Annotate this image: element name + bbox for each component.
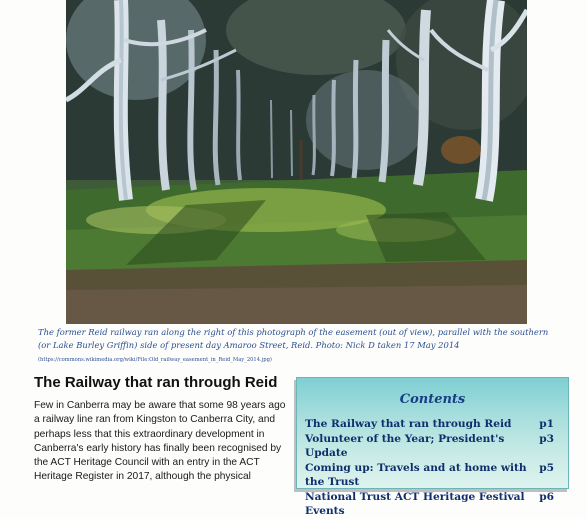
contents-item-label: Coming up: Travels and at home with the Trust — [305, 461, 527, 488]
contents-item-label: National Trust ACT Heritage Festival Events — [305, 490, 525, 517]
contents-item[interactable] — [305, 461, 554, 490]
contents-item-page: p1 — [539, 418, 554, 430]
contents-item[interactable] — [305, 417, 554, 432]
photo-railway-easement-icon — [66, 0, 527, 324]
article-body — [34, 399, 286, 485]
caption-source-link[interactable]: (https://commons.wikimedia.org/wiki/File:Old_railway_easement_in_Reid_May_2014.jpg) — [38, 357, 272, 363]
contents-item-page: p5 — [539, 461, 554, 474]
contents-box — [296, 377, 569, 517]
contents-item[interactable] — [305, 432, 554, 461]
contents-item-page: p3 — [539, 432, 554, 445]
caption-text: The former Reid railway ran along the right of this photograph of the easement (out of view), parallel with the southern (or Lake Burley Griffin) side of present day Amaroo Street, Reid. Photo: Nick D taken 17 May 2014 — [38, 327, 549, 350]
article-headline: The Railway that ran through Reid — [34, 374, 278, 391]
photo-caption — [38, 326, 558, 367]
contents-item[interactable] — [305, 490, 554, 519]
contents-item-label: Volunteer of the Year; President's Update — [305, 432, 505, 459]
article-paragraph: Few in Canberra may be aware that some 98 years ago a railway line ran from Kingston to Canberra City, and perhaps less that this extraordinary development in Canberra's early history has finally been recognised by the ACT Heritage Council with an entry in the ACT Heritage Register in 2017, although the physical — [34, 400, 286, 483]
easement-photo — [66, 0, 527, 324]
contents-item-label: The Railway that ran through Reid — [305, 418, 512, 430]
contents-title: Contents — [399, 392, 466, 407]
contents-list — [305, 417, 554, 519]
contents-item-page: p6 — [539, 490, 554, 503]
